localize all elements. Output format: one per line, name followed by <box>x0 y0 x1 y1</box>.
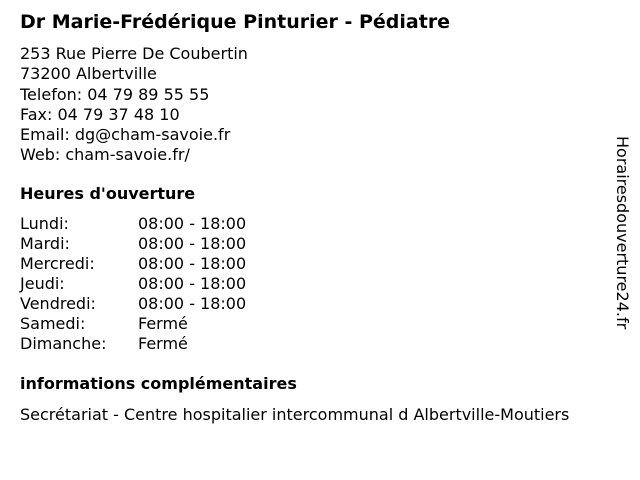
hours-day: Mardi: <box>20 234 70 253</box>
info-heading: informations complémentaires <box>20 374 297 393</box>
hours-time: 08:00 - 18:00 <box>138 214 247 233</box>
hours-time: 08:00 - 18:00 <box>138 254 247 273</box>
hours-row-thursday <box>20 274 246 294</box>
hours-day: Mercredi: <box>20 254 95 273</box>
hours-time: Fermé <box>138 314 188 333</box>
hours-time: Fermé <box>138 334 188 353</box>
hours-day: Jeudi: <box>20 274 65 293</box>
hours-time: 08:00 - 18:00 <box>138 234 247 253</box>
watermark-text: Horairesdouverture24.fr <box>613 136 632 330</box>
hours-row-saturday <box>20 314 246 334</box>
hours-row-sunday <box>20 334 246 354</box>
hours-day: Samedi: <box>20 314 86 333</box>
city-postcode: 73200 Albertville <box>20 64 157 84</box>
hours-day: Vendredi: <box>20 294 96 313</box>
page-title: Dr Marie-Frédérique Pinturier - Pédiatre <box>20 11 451 33</box>
fax-number: Fax: 04 79 37 48 10 <box>20 104 180 124</box>
hours-time: 08:00 - 18:00 <box>138 274 247 293</box>
info-text: Secrétariat - Centre hospitalier intercommunal d Albertville-Moutiers <box>20 405 570 424</box>
hours-heading: Heures d'ouverture <box>20 184 196 203</box>
website: Web: cham-savoie.fr/ <box>20 145 190 165</box>
opening-hours-table <box>20 214 246 354</box>
hours-row-tuesday <box>20 234 246 254</box>
hours-row-wednesday <box>20 254 246 274</box>
contact-block <box>20 44 248 166</box>
street-address: 253 Rue Pierre De Coubertin <box>20 44 248 63</box>
hours-row-friday <box>20 294 246 314</box>
hours-time: 08:00 - 18:00 <box>138 294 247 313</box>
phone-number: Telefon: 04 79 89 55 55 <box>20 84 210 104</box>
email-address: Email: dg@cham-savoie.fr <box>20 125 231 145</box>
hours-row-monday <box>20 214 246 234</box>
hours-day: Dimanche: <box>20 334 107 353</box>
hours-day: Lundi: <box>20 214 69 233</box>
